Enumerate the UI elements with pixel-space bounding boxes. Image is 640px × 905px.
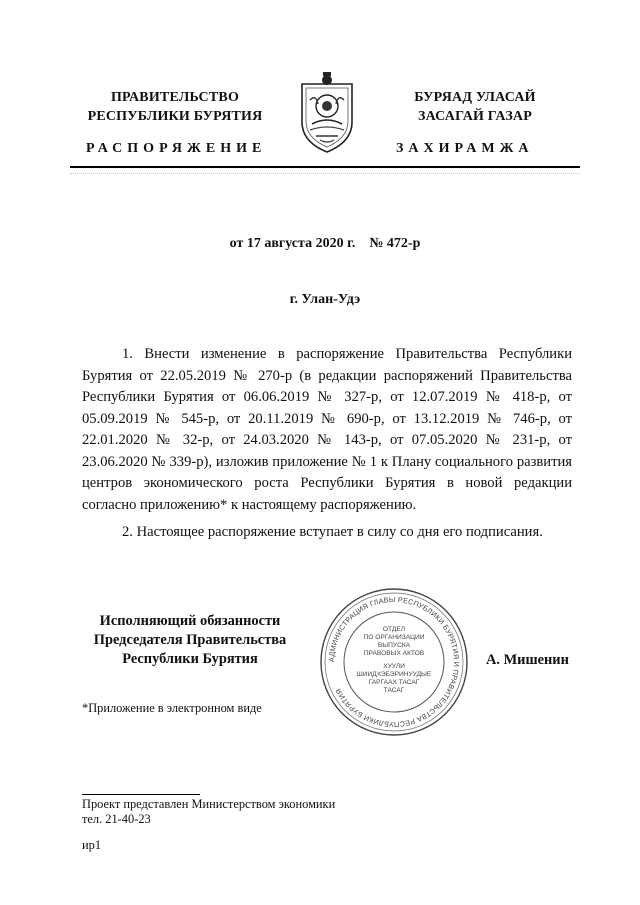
order-city: г. Улан-Удэ — [289, 292, 361, 307]
phone-line: тел. 21-40-23 — [82, 812, 151, 826]
appendix-note: *Приложение в электронном виде — [82, 701, 262, 715]
signatory-title-line2: Председателя Правительства — [93, 632, 287, 648]
signatory-title-line3: Республики Бурятия — [122, 651, 258, 667]
header-right — [380, 88, 570, 126]
order-date-number: от 17 августа 2020 г. № 472-р — [229, 236, 421, 251]
body-paragraph-1: 1. Внести изменение в распоряжение Правительства Республики Бурятия от 22.05.2019 № 270-р (в редакции распоряжений Правительства Республики Бурятия от 06.06.2019 № 327-р, от 12.07.2019 № 418-р, от 05.09.2019 № 545-р, от 20.11.2019 № 690-р, от 13.12.2019 № 746-р, от 22.01.2020 № 32-р, от 24.03.2020 № 143-р, от 07.05.2020 № 231-р, от 23.06.2020 № 339-р), изложив приложение № 1 к Плану социального развития центров экономического роста Республики Бурятия в новой редакции согласно приложению* к настоящему распоряжению. — [82, 346, 572, 513]
stamp-inner-line1: ОТДЕЛ — [382, 626, 406, 633]
stamp-inner-line3: ВЫПУСКА — [377, 642, 411, 649]
header-right-line1: БУРЯАД УЛАСАЙ — [414, 90, 536, 105]
coat-of-arms-emblem — [296, 70, 358, 154]
header-left-line2: РЕСПУБЛИКИ БУРЯТИЯ — [87, 109, 263, 124]
signatory-name: А. Мишенин — [486, 652, 569, 668]
stamp-inner-line6: ШИИДХЭБЭРИНУУДЫЕ — [356, 671, 432, 678]
header-dotted-rule — [70, 173, 580, 174]
stamp-outer-text: АДМИНИСТРАЦИЯ ГЛАВЫ РЕСПУБЛИКИ БУРЯТИЯ И ПРАВИТЕЛЬСТВА РЕСПУБЛИКИ БУРЯТИЯ — [326, 594, 462, 730]
signatory-title — [70, 612, 310, 669]
doc-type-left: РАСПОРЯЖЕНИЕ — [86, 141, 267, 156]
footer-rule — [82, 794, 200, 795]
official-stamp — [318, 586, 470, 738]
header-left-line1: ПРАВИТЕЛЬСТВО — [110, 90, 240, 105]
signatory-title-line1: Исполняющий обязанности — [99, 613, 281, 629]
header-right-line2: ЗАСАГАЙ ГАЗАР — [417, 109, 532, 124]
project-line: Проект представлен Министерством экономики — [82, 797, 336, 811]
document-code: ир1 — [82, 838, 102, 852]
body-paragraph-2: 2. Настоящее распоряжение вступает в силу со дня его подписания. — [122, 524, 543, 540]
doc-type-right: ЗАХИРАМЖА — [396, 141, 534, 156]
stamp-inner-line4: ПРАВОВЫХ АКТОВ — [363, 650, 425, 657]
header-left — [70, 88, 280, 126]
stamp-inner-line8: ТАСАГ — [383, 687, 405, 694]
stamp-inner-line5: ХУУЛИ — [383, 663, 405, 670]
svg-text:АДМИНИСТРАЦИЯ ГЛАВЫ РЕСПУБЛИКИ — [327, 595, 461, 729]
stamp-inner-line7: ГАРГААХ ТАСАГ — [368, 679, 420, 686]
stamp-inner-line2: ПО ОРГАНИЗАЦИИ — [363, 634, 425, 641]
header-rule — [70, 166, 580, 168]
